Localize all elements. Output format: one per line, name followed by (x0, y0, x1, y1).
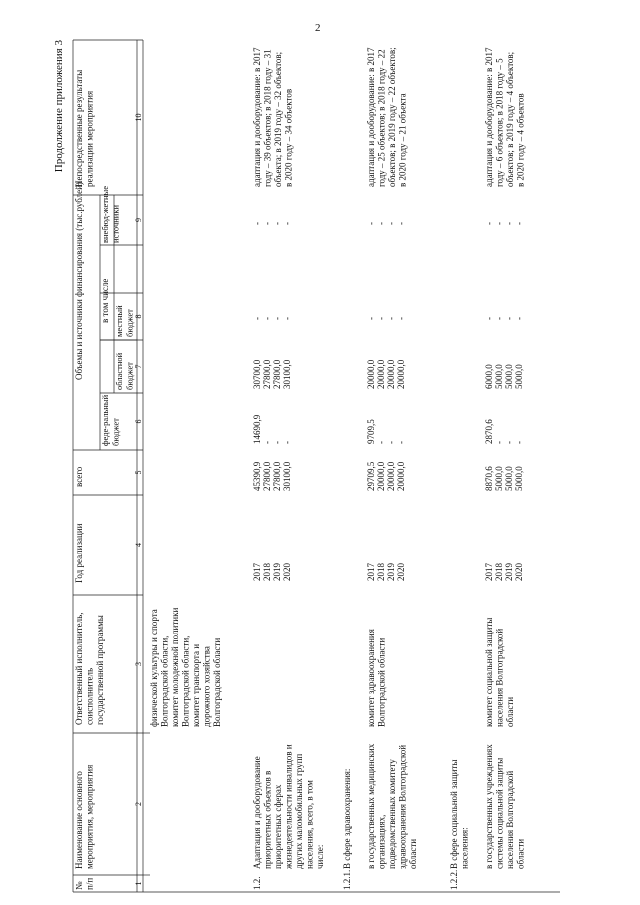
column-number: 4 (134, 543, 143, 547)
local-value: - (282, 317, 292, 320)
row-result: адаптация и дооборудование: в 2017 (366, 47, 376, 187)
row-result: году – 39 объектов; в 2018 году – 31 (262, 49, 273, 187)
column-number: 3 (134, 662, 143, 666)
regional-value: 20000,0 (386, 359, 396, 389)
row-result: в 2020 году – 34 объектов (283, 88, 294, 187)
year-value: 2017 (252, 563, 262, 581)
total-value: 45390,9 (252, 461, 262, 491)
column-number: 5 (134, 470, 143, 475)
year-value: 2017 (366, 563, 376, 581)
local-value: - (484, 317, 494, 320)
row-number: 1.2.1. (342, 869, 352, 890)
row-name: других маломобильных групп (294, 753, 304, 869)
column-number: 9 (134, 218, 143, 222)
row-number: 1.2.2. (449, 869, 459, 890)
row-executor: комитет здравоохранения (366, 629, 376, 727)
total-value: 30100,0 (282, 461, 292, 491)
year-value: 2018 (262, 563, 272, 581)
local-value: - (252, 317, 262, 320)
row-name: населения, всего, в том (304, 780, 315, 869)
header-year: Год реализации (74, 523, 84, 583)
extra-value: - (376, 222, 386, 225)
federal-value: - (272, 441, 282, 444)
extra-value: - (494, 222, 504, 225)
local-value: - (386, 317, 396, 320)
row-result: в 2020 году – 4 объектов (515, 93, 526, 187)
header-local: местный (114, 305, 124, 337)
header-federal: бюджет (110, 418, 121, 446)
regional-value: 5000,0 (514, 364, 524, 389)
row-name: в государственных медицинских (366, 743, 376, 869)
header-results: реализации мероприятия (84, 90, 95, 187)
total-value: 5000,0 (504, 466, 514, 491)
row-name: числе: (315, 844, 325, 869)
row-result: объектов; в 2019 году – 4 объектов; (505, 51, 515, 187)
year-value: 2020 (396, 563, 406, 581)
header-name: Наименование основного (74, 771, 84, 869)
year-value: 2017 (484, 563, 494, 581)
row-executor: Волгоградской области (212, 637, 222, 727)
local-value: - (396, 317, 406, 320)
row-name: населения Волгоградской (505, 770, 515, 869)
extra-value: - (514, 222, 524, 225)
year-value: 2019 (272, 563, 282, 581)
header-finance: Объемы и источники финансирования (тыс.рублей) (74, 182, 84, 380)
column-number: 2 (134, 802, 143, 806)
header-regional: областной (114, 352, 124, 390)
row-result: объектов; в 2019 году – 22 объектов; (387, 47, 397, 187)
header-regional: бюджет (124, 362, 135, 390)
row-result: году – 6 объектов; в 2018 году – 5 (494, 58, 505, 187)
year-value: 2018 (376, 563, 386, 581)
local-value: - (504, 317, 514, 320)
row-name: В сфере социальной защиты (449, 759, 459, 869)
header-total: всего (74, 466, 84, 487)
regional-value: 30700,0 (252, 359, 262, 389)
federal-value: - (494, 441, 504, 444)
total-value: 8870,6 (484, 466, 494, 491)
extra-value: - (396, 222, 406, 225)
header-results: Непосредственные результаты (74, 69, 84, 187)
regional-value: 27800,0 (262, 359, 272, 389)
extra-value: - (504, 222, 514, 225)
regional-value: 20000,0 (366, 359, 376, 389)
local-value: - (262, 317, 272, 320)
regional-value: 27800,0 (272, 359, 282, 389)
regional-value: 5000,0 (494, 364, 504, 389)
regional-value: 6000,0 (484, 364, 494, 389)
row-executor: комитет молодежной политики (170, 607, 180, 727)
regional-value: 30100,0 (282, 359, 292, 389)
row-name: приоритетных сферах (273, 784, 283, 869)
row-result: адаптация и дооборудование: в 2017 (484, 47, 494, 187)
row-executor: Волгоградской области, (159, 635, 170, 727)
regional-value: 20000,0 (376, 359, 386, 389)
row-name: подведомственных комитету (387, 759, 397, 869)
column-number: 1 (134, 881, 143, 886)
regional-value: 5000,0 (504, 364, 514, 389)
total-value: 20000,0 (396, 461, 406, 491)
row-result: объекта; в 2019 году – 32 объектов; (273, 51, 283, 187)
federal-value: - (262, 441, 272, 444)
row-name: Адаптация и дооборудование (252, 756, 262, 869)
row-name: приоритетных объектов в (262, 770, 273, 869)
federal-value: - (386, 441, 396, 444)
row-executor: Волгоградской области, (180, 635, 191, 727)
header-federal: феде-ральный (100, 394, 110, 446)
row-number: 1.2. (252, 876, 262, 890)
total-value: 27800,0 (262, 461, 272, 491)
page-number: 2 (315, 22, 321, 34)
row-executor: дорожного хозяйства (201, 646, 212, 727)
row-result: адаптация и дооборудование: в 2017 (252, 47, 262, 187)
row-executor: комитет социальной защиты (484, 617, 494, 727)
row-result: году – 25 объектов; в 2018 году – 22 (376, 49, 387, 187)
header-exec: Ответственный исполнитель, (74, 612, 84, 725)
row-name: жизнедеятельности инвалидов и (283, 744, 294, 869)
header-local: бюджет (124, 309, 135, 337)
year-value: 2020 (282, 563, 292, 581)
column-number: 7 (134, 364, 143, 369)
extra-value: - (484, 222, 494, 225)
federal-value: - (376, 441, 386, 444)
local-value: - (514, 317, 524, 320)
column-number: 8 (134, 314, 143, 319)
local-value: - (376, 317, 386, 320)
extra-value: - (282, 222, 292, 225)
regional-value: 20000,0 (396, 359, 406, 389)
year-value: 2020 (514, 563, 524, 581)
continuation-note: Продолжение приложения 3 (53, 40, 65, 173)
federal-value: - (504, 441, 514, 444)
row-name: В сфере здравоохранения: (342, 768, 352, 869)
extra-value: - (252, 222, 262, 225)
row-executor: населения Волгоградской (494, 628, 505, 727)
row-name: области (515, 838, 526, 869)
total-value: 20000,0 (376, 461, 386, 491)
header-exec: государственной программы (95, 615, 105, 725)
header-extra: внебюд-жетные (100, 185, 110, 243)
header-no: № (74, 881, 84, 890)
header-exec: соисполнитель (84, 667, 95, 725)
extra-value: - (272, 222, 282, 225)
year-value: 2018 (494, 563, 504, 581)
local-value: - (366, 317, 376, 320)
row-name: организациях, (376, 814, 387, 869)
header-name: мероприятия, мероприятия (84, 764, 95, 869)
extra-value: - (386, 222, 396, 225)
federal-value: 14690,9 (252, 414, 262, 444)
year-value: 2019 (504, 563, 514, 581)
row-name: области (408, 838, 418, 869)
header-incl: в том числе (100, 278, 110, 323)
federal-value: - (514, 441, 524, 444)
row-executor: области (505, 696, 515, 727)
row-result: в 2020 году – 21 объекта (397, 93, 408, 187)
federal-value: 9709,5 (366, 419, 376, 444)
header-no: п/п (84, 877, 95, 890)
header-extra: источники (110, 204, 121, 243)
row-name: населения: (459, 827, 470, 869)
extra-value: - (366, 222, 376, 225)
row-executor: комитет транспорта и (191, 643, 201, 727)
row-executor: физической культуры и спорта (149, 609, 159, 727)
row-name: системы социальной защиты (494, 757, 505, 869)
row-executor: Волгоградской области (376, 637, 387, 727)
local-value: - (494, 317, 504, 320)
total-value: 27800,0 (272, 461, 282, 491)
total-value: 5000,0 (514, 466, 524, 491)
local-value: - (272, 317, 282, 320)
federal-value: 2870,6 (484, 419, 494, 444)
total-value: 20000,0 (386, 461, 396, 491)
total-value: 29709,5 (366, 461, 376, 491)
column-number: 10 (134, 113, 143, 122)
row-name: здравоохранения Волгоградской (397, 744, 408, 869)
total-value: 5000,0 (494, 466, 504, 491)
federal-value: - (396, 441, 406, 444)
year-value: 2019 (386, 563, 396, 581)
extra-value: - (262, 222, 272, 225)
federal-value: - (282, 441, 292, 444)
column-number: 6 (134, 419, 143, 424)
row-name: в государственных учреждениях (484, 744, 494, 869)
